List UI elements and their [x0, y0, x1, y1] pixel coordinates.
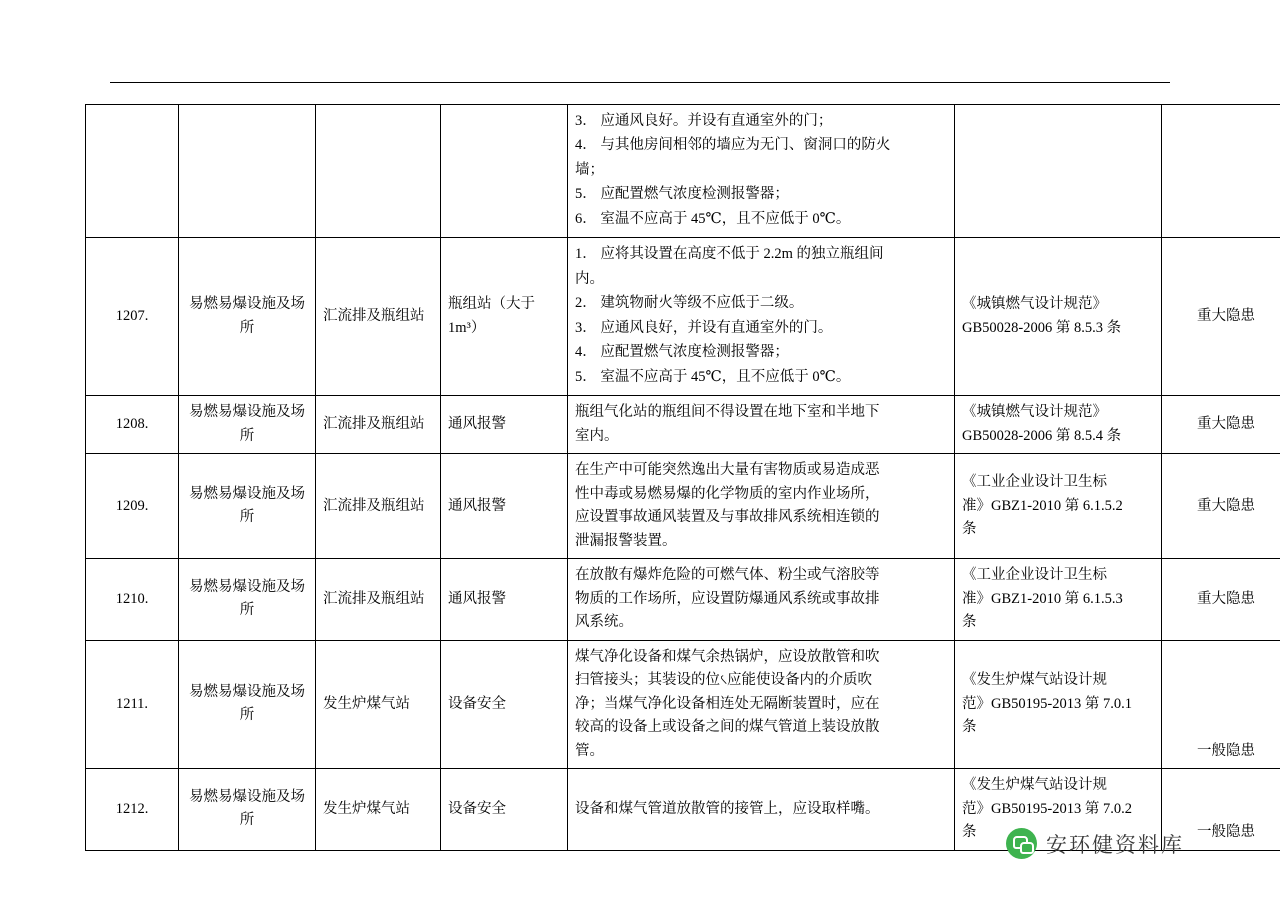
description-line: 设备和煤气管道放散管的接管上，应设取样嘴。	[575, 800, 880, 817]
hazard-table	[85, 104, 1280, 851]
row-subcategory	[316, 105, 441, 238]
row-description	[568, 238, 955, 396]
reference-lines	[962, 293, 1154, 340]
description-lines	[575, 798, 947, 821]
row-subcategory: 汇流排及瓶组站	[316, 238, 441, 396]
row-level: 重大隐患	[1162, 396, 1280, 454]
row-reference	[955, 559, 1162, 640]
row-category	[179, 105, 316, 238]
description-lines	[575, 401, 947, 448]
description-line: 在放散有爆炸危险的可燃气体、粉尘或气溶胶等	[575, 567, 880, 584]
description-lines	[575, 646, 947, 763]
description-line: 4． 应配置燃气浓度检测报警器；	[575, 344, 789, 361]
row-item: 通风报警	[441, 396, 568, 454]
description-line: 6． 室温不应高于 45℃，且不应低于 0℃。	[575, 210, 851, 227]
description-line: 扫管接头；其装设的位৻应能使设备内的介质吹	[575, 672, 873, 689]
description-line: 应设置事故通风装置及与事故排风系统相连锁的	[575, 509, 880, 526]
description-line: 内。	[575, 270, 604, 287]
row-description	[568, 559, 955, 640]
row-reference	[955, 105, 1162, 238]
row-number: 1211.	[86, 640, 179, 768]
description-line: 在生产中可能突然逸出大量有害物质或易造成恶	[575, 462, 880, 479]
description-line: 2． 建筑物耐火等级不应低于二级。	[575, 295, 804, 312]
reference-lines	[962, 471, 1154, 541]
reference-line: 《城镇燃气设计规范》	[962, 296, 1107, 313]
row-reference	[955, 238, 1162, 396]
table-row	[86, 396, 1280, 454]
reference-line: 《城镇燃气设计规范》	[962, 404, 1107, 421]
description-line: 墙；	[575, 161, 604, 178]
reference-line: 范》GB50195-2013 第 7.0.1	[962, 695, 1132, 712]
reference-line: 准》GBZ1-2010 第 6.1.5.3	[962, 590, 1123, 607]
row-number: 1212.	[86, 769, 179, 850]
row-item: 通风报警	[441, 559, 568, 640]
row-category: 易燃易爆设施及场所	[179, 559, 316, 640]
description-line: 性中毒或易燃易爆的化学物质的室内作业场所，	[575, 485, 880, 502]
reference-line: 条	[962, 614, 977, 631]
reference-line: 条	[962, 521, 977, 537]
row-subcategory: 发生炉煤气站	[316, 769, 441, 850]
description-line: 管。	[575, 742, 604, 759]
description-line: 风系统。	[575, 614, 633, 631]
watermark	[1006, 828, 1184, 859]
description-line: 泄漏报警装置。	[575, 532, 677, 549]
reference-line: 《工业企业设计卫生标	[962, 567, 1107, 584]
description-line: 5． 应配置燃气浓度检测报警器；	[575, 186, 789, 203]
row-level: 重大隐患	[1162, 559, 1280, 640]
header-rule	[110, 82, 1170, 83]
description-line: 5． 室温不应高于 45℃，且不应低于 0℃。	[575, 368, 851, 385]
watermark-label: 安环健资料库	[1046, 833, 1184, 857]
description-line: 物质的工作场所，应设置防爆通风系统或事故排	[575, 590, 880, 607]
wechat-green-logo-icon	[1006, 828, 1037, 859]
table-row	[86, 640, 1280, 768]
row-item: 设备安全	[441, 640, 568, 768]
table-row	[86, 105, 1280, 238]
description-line: 室内。	[575, 427, 619, 444]
description-lines	[575, 564, 947, 634]
reference-line: GB50028-2006 第 8.5.3 条	[962, 319, 1122, 336]
row-subcategory: 汇流排及瓶组站	[316, 454, 441, 559]
reference-lines	[962, 401, 1154, 448]
reference-line: 《发生炉煤气站设计规	[962, 777, 1107, 794]
row-category: 易燃易爆设施及场所	[179, 640, 316, 768]
reference-lines	[962, 564, 1154, 634]
reference-lines	[962, 669, 1154, 739]
description-line: 3． 应通风良好。并设有直通室外的门；	[575, 113, 833, 129]
description-line: 4． 与其他房间相邻的墙应为无门、窗洞口的防火	[575, 137, 891, 154]
description-line: 1． 应将其设置在高度不低于 2.2m 的独立瓶组间	[575, 246, 884, 263]
row-subcategory: 汇流排及瓶组站	[316, 396, 441, 454]
table-row	[86, 454, 1280, 559]
description-line: 瓶组气化站的瓶组间不得设置在地下室和半地下	[575, 404, 880, 421]
row-number: 1210.	[86, 559, 179, 640]
row-item	[441, 105, 568, 238]
reference-line: 《发生炉煤气站设计规	[962, 672, 1107, 689]
row-level: 一般隐患	[1162, 640, 1280, 768]
description-line: 煤气净化设备和煤气余热锅炉，应设放散管和吹	[575, 648, 880, 665]
row-number: 1208.	[86, 396, 179, 454]
row-category: 易燃易爆设施及场所	[179, 454, 316, 559]
row-reference	[955, 454, 1162, 559]
row-category: 易燃易爆设施及场所	[179, 769, 316, 850]
reference-line: 《工业企业设计卫生标	[962, 474, 1107, 491]
description-lines	[575, 243, 947, 389]
table-row	[86, 238, 1280, 396]
description-line: 较高的设备上或设备之间的煤气管道上装设放散	[575, 719, 880, 736]
row-item: 瓶组站（大于 1m³）	[441, 238, 568, 396]
description-line: 3． 应通风良好，并设有直通室外的门。	[575, 319, 833, 336]
description-line: 净；当煤气净化设备相连处无隔断装置时，应在	[575, 695, 880, 712]
row-category: 易燃易爆设施及场所	[179, 238, 316, 396]
row-number	[86, 105, 179, 238]
table-row	[86, 559, 1280, 640]
description-lines	[575, 459, 947, 553]
reference-line: 范》GB50195-2013 第 7.0.2	[962, 800, 1132, 817]
row-description	[568, 105, 955, 238]
row-level: 重大隐患	[1162, 454, 1280, 559]
row-reference	[955, 396, 1162, 454]
reference-line: 准》GBZ1-2010 第 6.1.5.2	[962, 497, 1123, 514]
table-body	[86, 105, 1280, 851]
row-subcategory: 发生炉煤气站	[316, 640, 441, 768]
row-description	[568, 769, 955, 850]
row-item: 通风报警	[441, 454, 568, 559]
row-level: 一般隐患	[1162, 769, 1280, 850]
reference-line: 条	[962, 824, 977, 841]
row-number: 1209.	[86, 454, 179, 559]
row-level	[1162, 105, 1280, 238]
row-description	[568, 640, 955, 768]
row-category: 易燃易爆设施及场所	[179, 396, 316, 454]
row-number: 1207.	[86, 238, 179, 396]
row-description	[568, 454, 955, 559]
row-description	[568, 396, 955, 454]
description-lines	[575, 110, 947, 231]
reference-line: GB50028-2006 第 8.5.4 条	[962, 427, 1122, 444]
row-level: 重大隐患	[1162, 238, 1280, 396]
row-reference	[955, 640, 1162, 768]
row-subcategory: 汇流排及瓶组站	[316, 559, 441, 640]
row-item: 设备安全	[441, 769, 568, 850]
reference-line: 条	[962, 719, 977, 736]
